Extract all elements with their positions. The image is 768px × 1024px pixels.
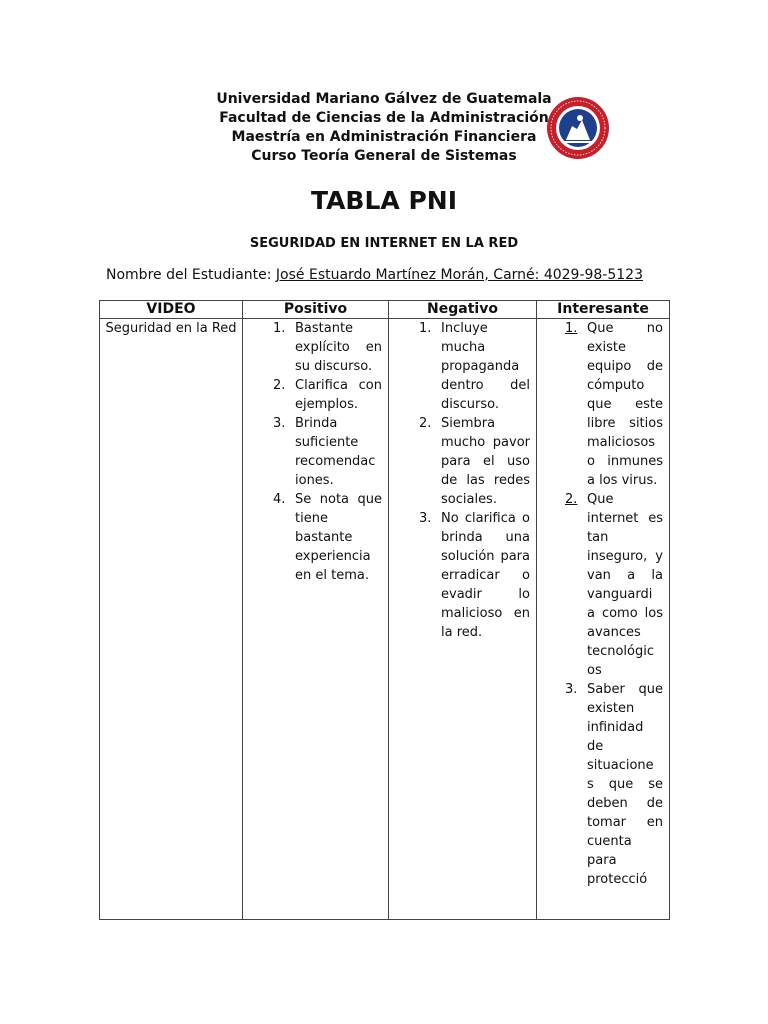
program-name: Maestría en Administración Financiera [231,129,537,145]
video-cell [100,319,243,920]
item-text: Que internet es tan inseguro, y van a la vanguardi a como los avances tecnológic os [587,492,663,678]
positivo-item [243,414,388,490]
student-value: José Estuardo Martínez Morán, Carné: 4029-98-5123 [275,267,643,283]
interesante-item [537,490,669,680]
course-name: Curso Teoría General de Sistemas [251,148,517,164]
video-title: Seguridad en la Red [105,321,237,336]
negativo-item [389,509,536,642]
document-header [0,90,768,166]
document-subtitle: SEGURIDAD EN INTERNET EN LA RED [249,236,519,251]
header-interesante: Interesante [537,301,670,319]
positivo-item [243,319,388,376]
item-number: 4. [273,492,286,507]
item-number: 2. [419,416,432,431]
pni-table [99,300,670,920]
table-header-row [100,301,670,319]
student-label: Nombre del Estudiante: [106,267,276,283]
item-text: No clarifica o brinda una solución para erradicar o evadir lo malicioso en la red. [441,511,530,640]
negativo-item [389,319,536,414]
item-text: Que no existe equipo de cómputo que este libre sitios maliciosos o inmunes a los virus. [587,321,663,488]
positivo-item [243,376,388,414]
item-text: Se nota que tiene bastante experiencia en el tema. [295,492,382,583]
item-text: Brinda suficiente recomendac iones. [295,416,376,488]
header-negativo: Negativo [389,301,537,319]
interesante-item [537,680,669,889]
university-seal-logo [546,96,610,160]
item-number: 2. [565,492,578,507]
item-text: Siembra mucho pavor para el uso de las redes sociales. [441,416,530,507]
header-video: VIDEO [100,301,243,319]
interesante-cell [537,319,670,920]
item-number: 3. [565,682,578,697]
university-name: Universidad Mariano Gálvez de Guatemala [216,91,552,107]
student-line [106,267,643,283]
item-number: 1. [565,321,578,336]
header-positivo: Positivo [243,301,389,319]
item-text: Clarifica con ejemplos. [295,378,382,412]
negativo-item [389,414,536,509]
item-number: 1. [419,321,432,336]
item-number: 3. [419,511,432,526]
item-text: Incluye mucha propaganda dentro del discurso. [441,321,530,412]
item-number: 2. [273,378,286,393]
item-number: 3. [273,416,286,431]
table-row [100,319,670,920]
positivo-item [243,490,388,585]
faculty-name: Facultad de Ciencias de la Administración [219,110,549,126]
item-text: Saber que existen infinidad de situacione s que se deben de tomar en cuenta para protecció [587,682,663,887]
interesante-item [537,319,669,490]
item-text: Bastante explícito en su discurso. [295,321,382,374]
positivo-cell [243,319,389,920]
item-number: 1. [273,321,286,336]
negativo-cell [389,319,537,920]
document-title: TABLA PNI [310,186,458,215]
